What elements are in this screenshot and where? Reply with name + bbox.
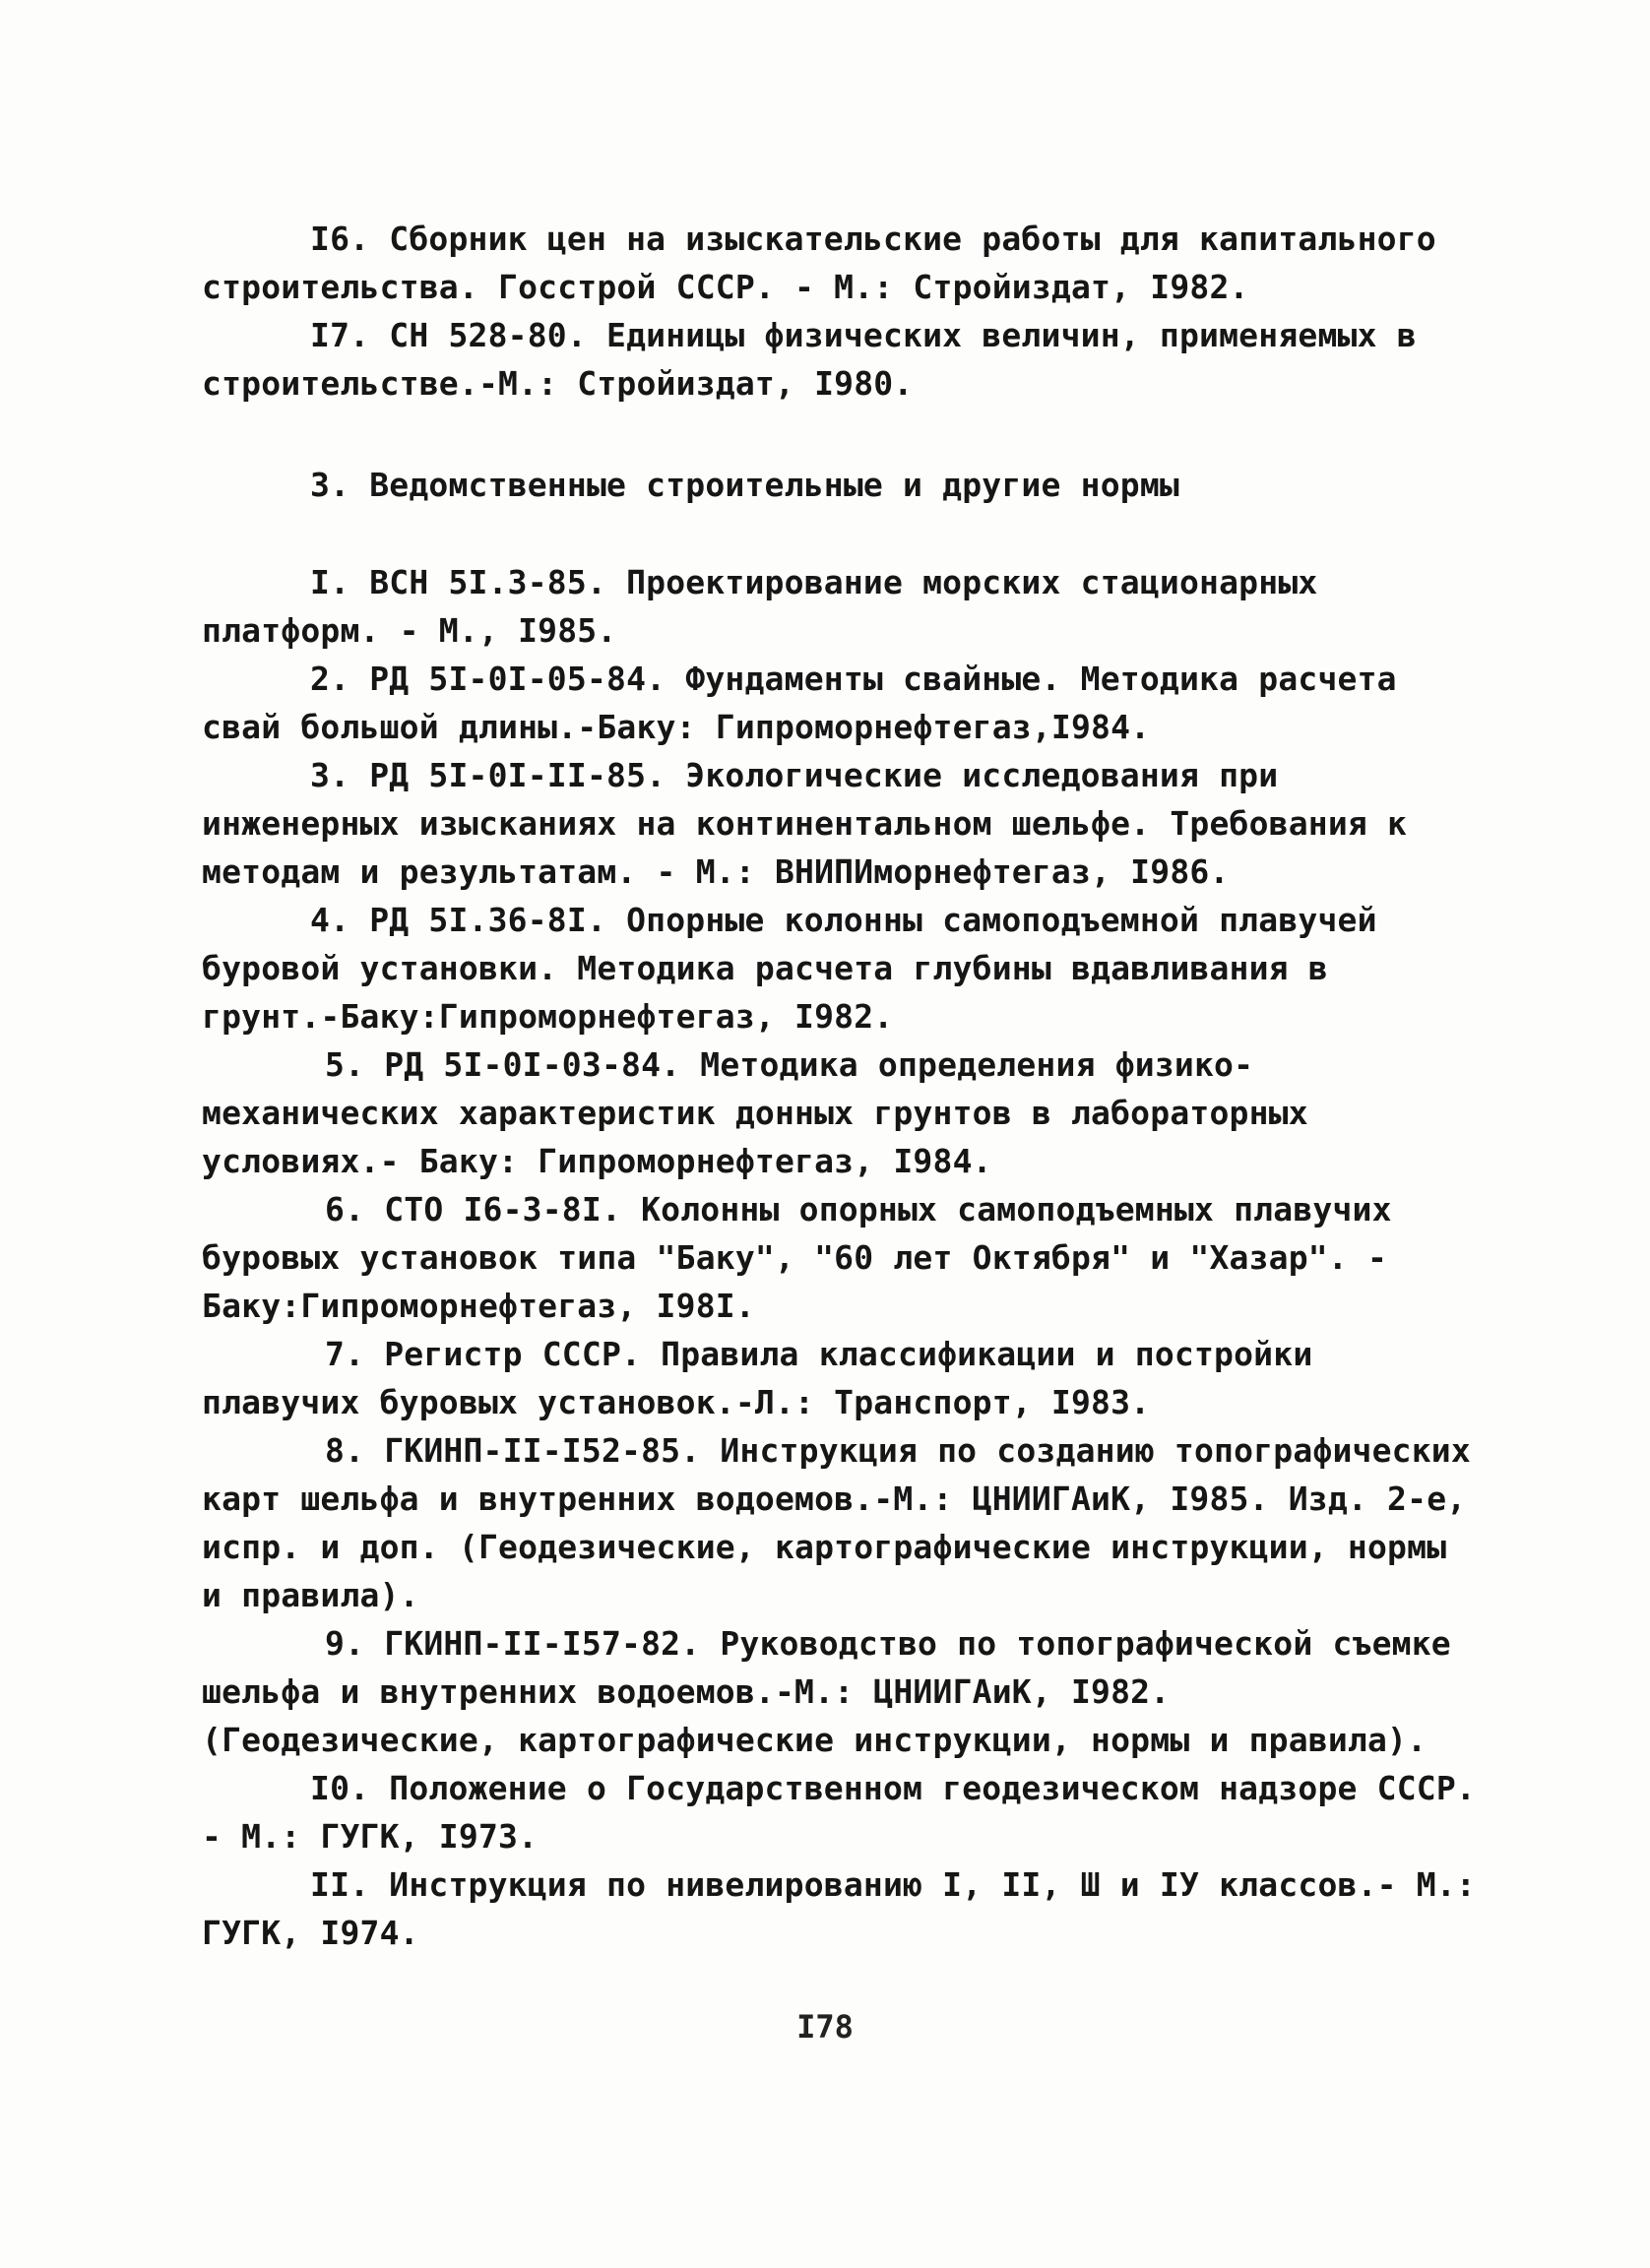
reference-entry-16: I6. Сборник цен на изыскательские работы для капитального строительства. Госстрой СССР. - М.: Стройиздат, I982. [202,220,1436,306]
section-heading: 3. Ведомственные строительные и другие нормы [310,466,1179,504]
reference-entry-1: I. ВСН 5I.3-85. Проектирование морских стационарных платформ. - М., I985. [202,563,1318,650]
reference-entry-7: 7. Регистр СССР. Правила классификации и постройки плавучих буровых установок.-Л.: Транспорт, I983. [202,1335,1313,1421]
reference-entry-3: 3. РД 5I-0I-II-85. Экологические исследования при инженерных изысканиях на континентальном шельфе. Требования к методам и результатам. - М.: ВНИПИморнефтегаз, I986. [202,756,1408,891]
page-content [202,215,1482,1957]
reference-entry-9: 9. ГКИНП-II-I57-82. Руководство по топографической съемке шельфа и внутренних водоемов.-М.: ЦНИИГАиК, I982. (Геодезические, картографические инструкции, нормы и правила). [202,1624,1451,1759]
reference-entry-2: 2. РД 5I-0I-05-84. Фундаменты свайные. Методика расчета свай большой длины.-Баку: Гипроморнефтегаз,I984. [202,660,1397,746]
reference-entry-6: 6. СТО I6-3-8I. Колонны опорных самоподъемных плавучих буровых установок типа "Баку", "60 лет Октября" и "Хазар". - Баку:Гипроморнефтегаз, I98I. [202,1190,1392,1325]
reference-entry-10: I0. Положение о Государственном геодезическом надзоре СССР. - М.: ГУГК, I973. [202,1769,1476,1856]
reference-entry-4: 4. РД 5I.36-8I. Опорные колонны самоподъемной плавучей буровой установки. Методика расчета глубины вдавливания в грунт.-Баку:Гипроморнефтегаз, I982. [202,901,1377,1036]
page-number: I78 [796,2008,854,2046]
reference-entry-17: I7. СН 528-80. Единицы физических величин, применяемых в строительстве.-М.: Стройиздат, I980. [202,316,1417,403]
reference-entry-11: II. Инструкция по нивелированию I, II, Ш и IУ классов.- М.: ГУГК, I974. [202,1865,1476,1952]
reference-entry-5: 5. РД 5I-0I-03-84. Методика определения физико-механических характеристик донных грунтов в лабораторных условиях.- Баку: Гипроморнефтегаз, I984. [202,1045,1308,1180]
reference-entry-8: 8. ГКИНП-II-I52-85. Инструкция по созданию топографических карт шельфа и внутренних водоемов.-М.: ЦНИИГАиК, I985. Изд. 2-е, испр. и доп. (Геодезические, картографические инструкции, нормы и правила). [202,1431,1471,1614]
